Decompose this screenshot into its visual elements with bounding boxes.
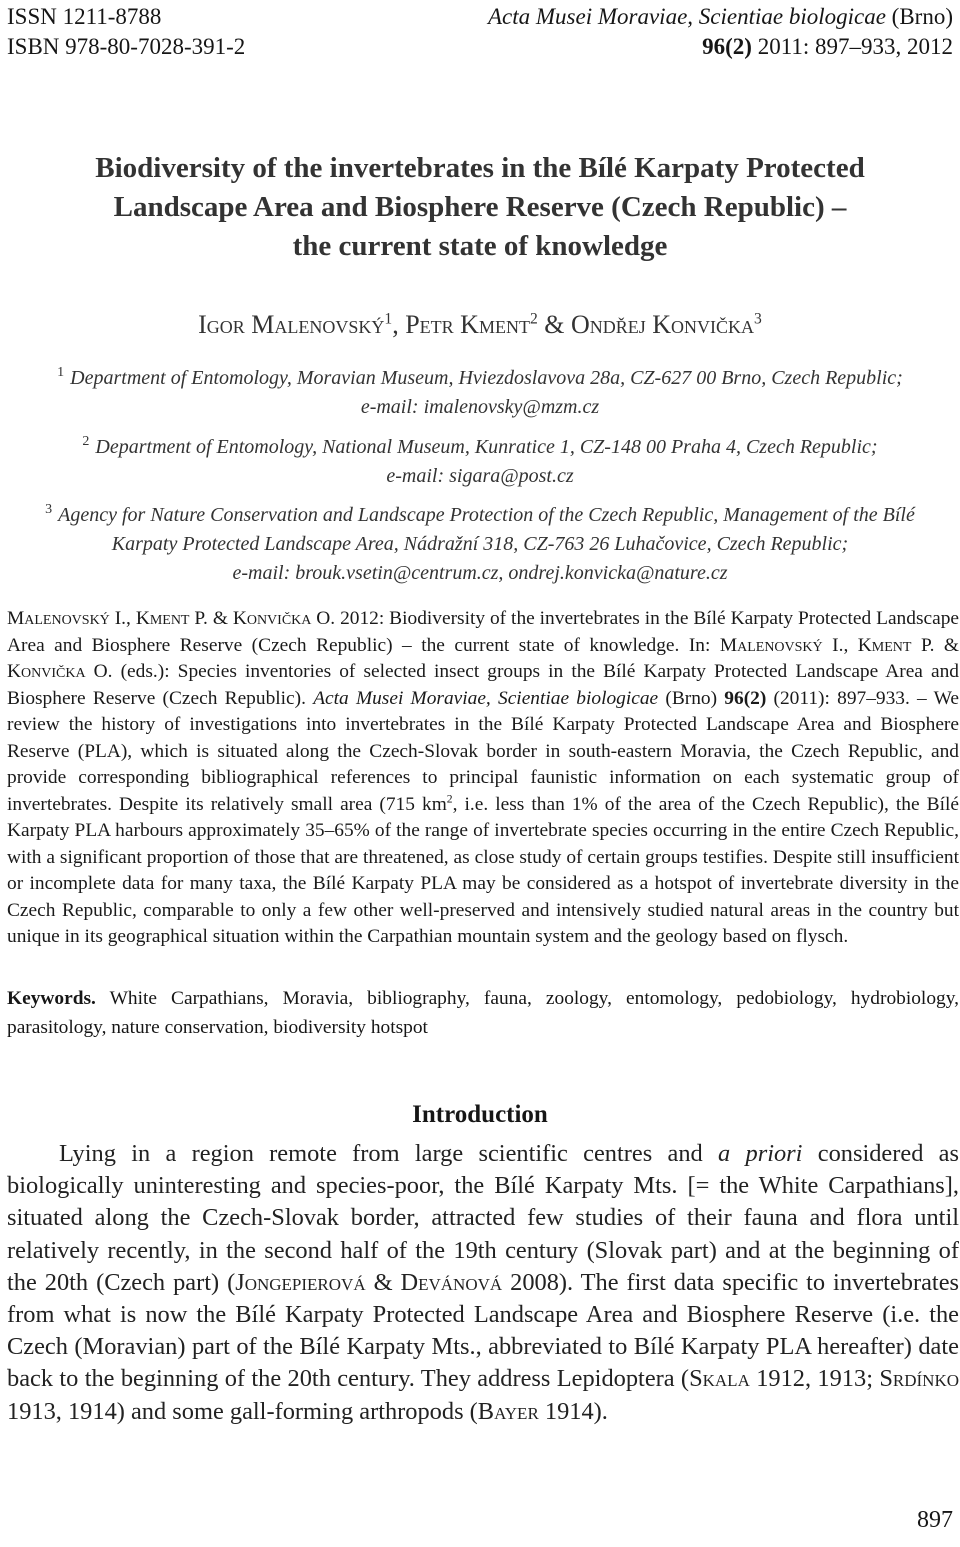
- cite-pages: (2011): 897–933. –: [766, 687, 934, 709]
- keywords-label: Keywords.: [7, 988, 96, 1009]
- intro-text-4: 1912, 1913;: [749, 1365, 880, 1393]
- abstract-part-b: , i.e. less than 1% of the area of the Czech Republic), the Bílé Karpaty PLA harbours approximately 35–65% of the range of invertebrate species occurring in the entire Czech Republic, with a significant proportion of those that are threatened, as close study of certain groups testifies. Despite still insufficient or incomplete data for many taxa, the Bílé Karpaty PLA may be considered as a hotspot of invertebrate diversity in the Czech Republic, comparable to only a few other well-preserved and intensively studied natural areas in the country but unique in its geographical situation within the Carpathian mountain system and the geology based on flysch.: [7, 793, 959, 947]
- intro-text-2: considered as biologically uninteresting and species-poor, the Bílé Karpaty Mts. [= the White Carpathians], situated along the Czech-Slovak border, attracted few studies of their fauna and flora until relatively recently, in the second half of the 19th century (Slovak part) and at the beginning of the 20th (Czech part) (: [7, 1140, 959, 1296]
- cite-author-1: Malenovský I.: [7, 608, 127, 629]
- keywords: [7, 984, 959, 1042]
- affiliation-3-line-1: [10, 495, 950, 530]
- author-2-sup: 2: [529, 310, 538, 328]
- editor-text-2: P. &: [911, 634, 959, 656]
- citation-abstract: [7, 606, 959, 951]
- journal-name: Acta Musei Moraviae, Scientiae biologicae: [488, 4, 886, 29]
- introduction-paragraph: [7, 1138, 959, 1428]
- affiliation-1-email: e-mail: imalenovsky@mzm.cz: [360, 396, 600, 418]
- author-1: Igor Malenovský: [198, 310, 385, 339]
- ref-jongepierova: Jongepierová: [235, 1268, 366, 1296]
- affiliation-3-number: 3: [45, 502, 53, 517]
- affiliation-1-number: 1: [57, 365, 65, 380]
- affiliation-2-line-1: [10, 427, 950, 462]
- editor-1: Malenovský: [719, 634, 823, 656]
- author-1-sup: 1: [384, 310, 393, 328]
- intro-text-3: 2008). The first data specific to invertebrates from what is now the Bílé Karpaty Protected Landscape Area and Biosphere Reserve (i.e. the Czech (Moravian) part of the Bílé Karpaty Mts., abbreviated to Bílé Karpaty PLA hereafter) date back to the beginning of the 20th century. They address Lepidoptera (: [7, 1268, 960, 1393]
- editor-text-1: I.,: [822, 634, 858, 656]
- author-3: Ondřej Konvička: [570, 310, 755, 339]
- ref-srdinko: Srdínko: [879, 1365, 960, 1393]
- affiliation-3-address: Agency for Nature Conservation and Landscape Protection of the Czech Republic, Management of the Bílé: [58, 504, 915, 526]
- ref-bayer: Bayer: [477, 1397, 539, 1425]
- cite-journal: Acta Musei Moraviae, Scientiae biologicae: [313, 687, 659, 709]
- affiliation-1: [10, 358, 950, 422]
- author-sep-2: &: [537, 310, 571, 339]
- volume: 96(2): [702, 34, 752, 59]
- authors: [0, 310, 960, 340]
- affiliation-1-address: Department of Entomology, Moravian Museum, Hviezdoslavova 28a, CZ-627 00 Brno, Czech Republic;: [70, 367, 903, 389]
- affiliation-2: [10, 427, 950, 491]
- cite-city: (Brno): [658, 687, 725, 709]
- title-line-3: the current state of knowledge: [292, 230, 668, 262]
- ref-amp: &: [365, 1268, 401, 1296]
- editor-text-3: O. (eds.): Species inventories of selected insect groups in the Bílé Karpaty Protected Landscape Area and Biosphere Reserve (Czech Republic).: [7, 661, 959, 709]
- cite-sep-2: &: [207, 608, 233, 629]
- journal-header: [488, 2, 953, 32]
- isbn: ISBN 978-80-7028-391-2: [7, 34, 246, 59]
- ref-devanova: Devánová: [400, 1268, 503, 1296]
- cite-volume: 96(2): [724, 687, 767, 709]
- page-number: 897: [917, 1507, 953, 1533]
- ref-skala: Skala: [689, 1365, 750, 1393]
- affiliation-2-number: 2: [82, 434, 90, 449]
- affiliation-3: [10, 495, 950, 588]
- affiliation-1-line-1: [10, 358, 950, 393]
- author-3-sup: 3: [754, 310, 762, 328]
- cite-text-1: 2012: Biodiversity of the invertebrates in the Bílé Karpaty Protected Landscape Area and Biosphere Reserve (Czech Republic) – the current state of knowledge. In:: [7, 608, 960, 656]
- volume-header: [702, 32, 953, 62]
- title-line-1: Biodiversity of the invertebrates in the Bílé Karpaty Protected: [95, 152, 865, 184]
- affiliation-2-address: Department of Entomology, National Museum, Kunratice 1, CZ-148 00 Praha 4, Czech Republic;: [95, 436, 878, 458]
- affiliation-3-email: e-mail: brouk.vsetin@centrum.cz, ondrej.konvicka@nature.cz: [232, 562, 728, 584]
- paper-title: [0, 149, 960, 266]
- author-sep-1: ,: [392, 310, 406, 339]
- editor-2: Kment: [857, 634, 912, 656]
- cite-author-3: Konvička O.: [232, 608, 336, 629]
- intro-text-6: 1914).: [538, 1397, 608, 1425]
- journal-city: (Brno): [891, 4, 953, 29]
- keywords-text: White Carpathians, Moravia, bibliography, fauna, zoology, entomology, pedobiology, hydrobiology, parasitology, nature conservation, biodiversity hotspot: [7, 988, 959, 1038]
- intro-text-5: 1913, 1914) and some gall-forming arthropods (: [7, 1397, 478, 1425]
- year-pages: 2011: 897–933, 2012: [757, 34, 953, 59]
- title-line-2: Landscape Area and Biosphere Reserve (Czech Republic) –: [113, 191, 847, 223]
- affiliation-3-line-2: Karpaty Protected Landscape Area, Nádražní 318, CZ-763 26 Luhačovice, Czech Republic;: [111, 533, 849, 555]
- intro-text-1: Lying in a region remote from large scientific centres and: [59, 1140, 719, 1167]
- cite-sep-1: ,: [126, 608, 136, 629]
- section-heading-introduction: Introduction: [412, 1101, 548, 1128]
- editor-3: Konvička: [7, 661, 86, 682]
- abstract-part-a: We review the history of investigations into invertebrates in the Bílé Karpaty Protected Landscape Area and Biosphere Reserve (PLA), which is situated along the Czech-Slovak border in south-eastern Moravia, the Czech Republic, and provide corresponding bibliographical references to principal faunistic information on each systematic group of invertebrates. Despite its relatively small area (715 km: [7, 687, 959, 815]
- abstract-sup: 2: [446, 792, 453, 806]
- intro-apriori: a priori: [718, 1140, 803, 1167]
- affiliation-2-email: e-mail: sigara@post.cz: [386, 465, 574, 487]
- author-2: Petr Kment: [405, 310, 530, 339]
- cite-author-2: Kment P.: [135, 608, 208, 629]
- issn: ISSN 1211-8788: [7, 4, 162, 29]
